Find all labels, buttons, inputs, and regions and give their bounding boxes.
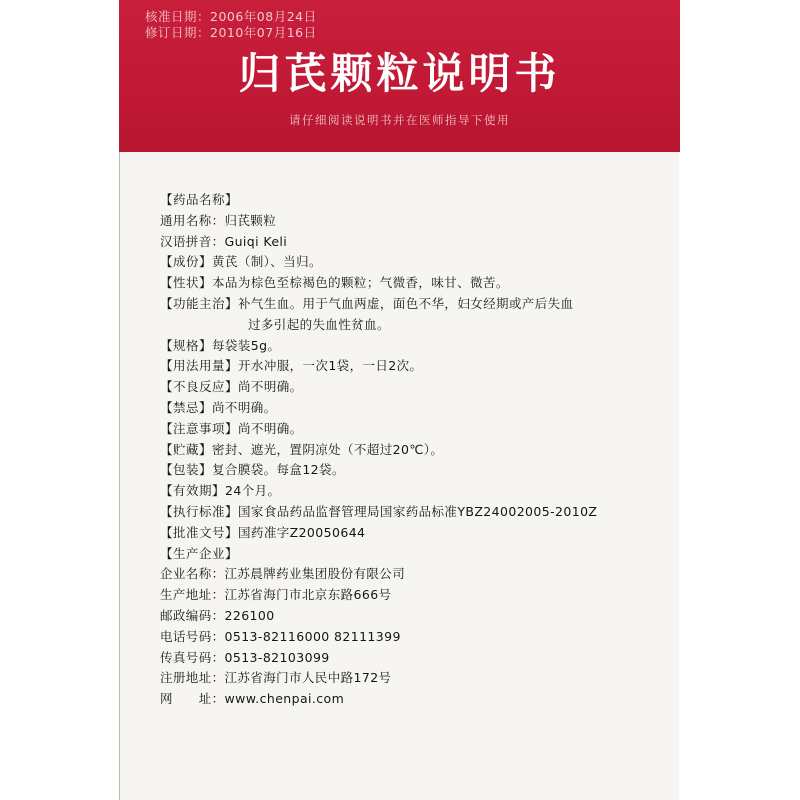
ingredients-value: 黄芪（制）、当归。 <box>212 254 322 270</box>
specification-value: 每袋装5g。 <box>212 337 281 353</box>
production-address: 生产地址：江苏省海门市北京东路666号 <box>160 587 392 603</box>
generic-name-row <box>160 211 680 232</box>
approval-no-row <box>160 523 680 544</box>
website: 网 址：www.chenpai.com <box>160 691 345 707</box>
indications-label: 【功能主治】 <box>160 295 239 311</box>
standard-label: 【执行标准】 <box>160 503 239 519</box>
dosage-value: 开水冲服，一次1袋，一日2次。 <box>238 358 423 374</box>
indications-value: 补气生血。用于气血两虚，面色不华，妇女经期或产后失血 <box>238 295 574 311</box>
storage-value: 密封、遮光，置阴凉处（不超过20℃）。 <box>212 441 444 457</box>
package-value: 复合膜袋。每盒12袋。 <box>212 462 345 478</box>
section-heading: 【生产企业】 <box>160 545 239 561</box>
postcode: 邮政编码：226100 <box>160 607 275 623</box>
validity-row <box>160 481 680 502</box>
adverse-label: 【不良反应】 <box>160 379 239 395</box>
standard-row <box>160 502 680 523</box>
company-name: 企业名称：江苏晨牌药业集团股份有限公司 <box>160 566 406 582</box>
contraindications-label: 【禁忌】 <box>160 399 213 415</box>
approval-no-value: 国药准字Z20050644 <box>238 524 366 540</box>
paper-edge <box>119 150 120 800</box>
fax-row <box>160 648 680 669</box>
pinyin-name: 汉语拼音：Guiqi Keli <box>160 233 288 249</box>
page-title: 归芪颗粒说明书 <box>238 49 561 98</box>
package-label: 【包装】 <box>160 462 213 478</box>
phone-number: 电话号码：0513-82116000 82111399 <box>160 628 401 644</box>
precautions-label: 【注意事项】 <box>160 420 239 436</box>
registered-address-row <box>160 668 680 689</box>
registered-address: 注册地址：江苏省海门市人民中路172号 <box>160 670 392 686</box>
contraindications-value: 尚不明确。 <box>212 399 277 415</box>
storage-row <box>160 440 680 461</box>
description-label: 【性状】 <box>160 275 213 291</box>
indications-row-continued <box>160 315 680 336</box>
approval-date: 核准日期：2006年08月24日 <box>145 9 317 24</box>
generic-name: 通用名称：归芪颗粒 <box>160 212 277 228</box>
standard-value: 国家食品药品监督管理局国家药品标准YBZ24002005-2010Z <box>238 503 598 519</box>
package-row <box>160 460 680 481</box>
storage-label: 【贮藏】 <box>160 441 213 457</box>
indications-value-continued: 过多引起的失血性贫血。 <box>248 316 390 332</box>
postcode-row <box>160 606 680 627</box>
revision-date: 修订日期：2010年07月16日 <box>145 25 317 40</box>
website-row <box>160 689 680 710</box>
specification-label: 【规格】 <box>160 337 213 353</box>
dosage-row <box>160 356 680 377</box>
date-block <box>145 9 317 41</box>
ingredients-row <box>160 252 680 273</box>
usage-advice: 请仔细阅读说明书并在医师指导下使用 <box>289 113 510 127</box>
production-address-row <box>160 585 680 606</box>
indications-row <box>160 294 680 315</box>
precautions-value: 尚不明确。 <box>238 420 303 436</box>
description-row <box>160 273 680 294</box>
manufacturer-heading <box>160 544 680 565</box>
description-value: 本品为棕色至棕褐色的颗粒；气微香，味甘、微苦。 <box>212 275 509 291</box>
leaflet-body <box>160 190 680 710</box>
pinyin-row <box>160 232 680 253</box>
adverse-row <box>160 377 680 398</box>
contraindications-row <box>160 398 680 419</box>
fax-number: 传真号码：0513-82103099 <box>160 649 330 665</box>
specification-row <box>160 336 680 357</box>
approval-no-label: 【批准文号】 <box>160 524 239 540</box>
dosage-label: 【用法用量】 <box>160 358 239 374</box>
validity-value: 24个月。 <box>225 483 281 499</box>
adverse-value: 尚不明确。 <box>238 379 303 395</box>
ingredients-label: 【成份】 <box>160 254 213 270</box>
section-heading: 【药品名称】 <box>160 192 239 207</box>
precautions-row <box>160 419 680 440</box>
validity-label: 【有效期】 <box>160 483 226 499</box>
phone-row <box>160 627 680 648</box>
company-name-row <box>160 564 680 585</box>
drug-name-heading <box>160 190 680 211</box>
